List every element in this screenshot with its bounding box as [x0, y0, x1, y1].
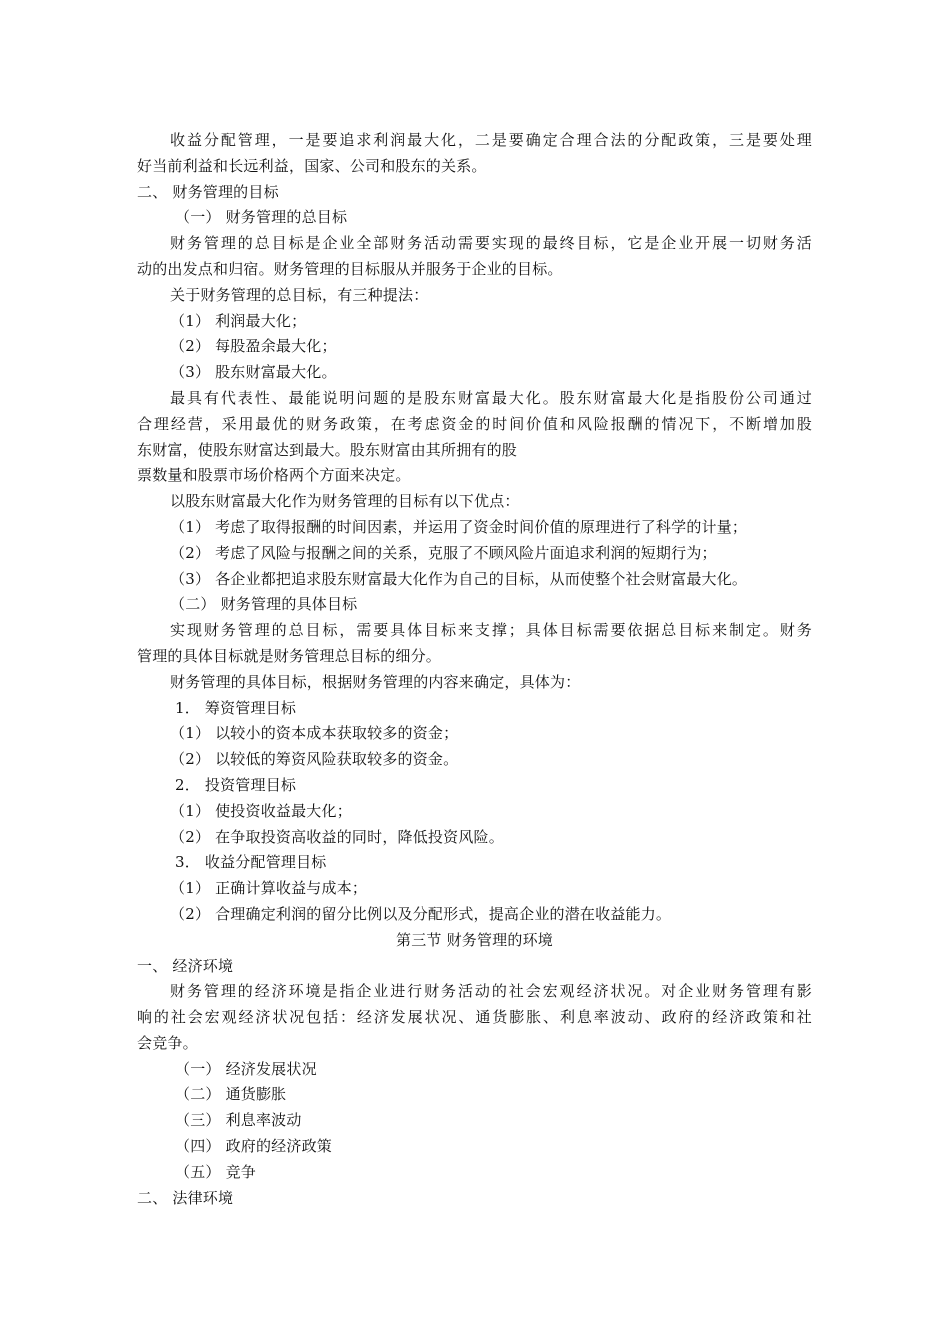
text-line: （1） 正确计算收益与成本； — [170, 879, 368, 898]
text-line: （2） 以较低的筹资风险获取较多的资金。 — [170, 750, 459, 769]
text-line: （2） 每股盈余最大化； — [170, 337, 337, 356]
text-line: （2） 在争取投资高收益的同时，降低投资风险。 — [170, 827, 504, 846]
text-line: （2） 考虑了风险与报酬之间的关系，克服了不顾风险片面追求利润的短期行为； — [170, 543, 717, 562]
text-line: （3） 各企业都把追求股东财富最大化作为自己的目标，从而使整个社会财富最大化。 — [170, 569, 748, 588]
text-line: （1） 以较小的资本成本获取较多的资金； — [170, 724, 459, 743]
text-line: 动的出发点和归宿。财务管理的目标服从并服务于企业的目标。 — [137, 259, 563, 278]
text-line: 财务管理的具体目标，根据财务管理的内容来确定，具体为： — [170, 672, 581, 691]
text-line: （三） 利息率波动 — [175, 1111, 302, 1130]
text-line: 3． 收益分配管理目标 — [175, 853, 327, 872]
text-line: （四） 政府的经济政策 — [175, 1137, 332, 1156]
text-line: 关于财务管理的总目标，有三种提法： — [170, 285, 429, 304]
text-line: 财务管理的总目标是企业全部财务活动需要实现的最终目标，它是企业开展一切财务活 — [170, 234, 812, 253]
document-body — [137, 128, 812, 1211]
text-line: 2． 投资管理目标 — [175, 775, 297, 794]
text-line: 票数量和股票市场价格两个方面来决定。 — [137, 466, 411, 485]
text-line: （1） 考虑了取得报酬的时间因素，并运用了资金时间价值的原理进行了科学的计量； — [170, 517, 748, 536]
text-line: 响的社会宏观经济状况包括：经济发展状况、通货膨胀、利息率波动、政府的经济政策和社 — [137, 1008, 812, 1027]
text-line: （1） 使投资收益最大化； — [170, 801, 352, 820]
text-line: 以股东财富最大化作为财务管理的目标有以下优点： — [170, 492, 520, 511]
text-line: 收益分配管理，一是要追求利润最大化，二是要确定合理合法的分配政策，三是要处理 — [170, 131, 812, 149]
text-line: 东财富，使股东财富达到最大。股东财富由其所拥有的股 — [137, 440, 518, 459]
text-line: （3） 股东财富最大化。 — [170, 363, 337, 382]
text-line: （一） 财务管理的总目标 — [175, 208, 348, 227]
text-line: 二、 法律环境 — [137, 1188, 234, 1207]
text-line: 一、 经济环境 — [137, 956, 234, 975]
text-line: 财务管理的经济环境是指企业进行财务活动的社会宏观经济状况。对企业财务管理有影 — [170, 982, 812, 1001]
text-line: （二） 通货膨胀 — [175, 1085, 287, 1104]
text-line: （二） 财务管理的具体目标 — [170, 595, 358, 614]
text-line: 实现财务管理的总目标，需要具体目标来支撑；具体目标需要依据总目标来制定。财务 — [170, 621, 812, 640]
text-line: 最具有代表性、最能说明问题的是股东财富最大化。股东财富最大化是指股份公司通过 — [170, 388, 812, 407]
text-line: 好当前利益和长远利益，国家、公司和股东的关系。 — [137, 156, 487, 175]
text-line: 1． 筹资管理目标 — [175, 698, 297, 717]
text-line: （2） 合理确定利润的留分比例以及分配形式，提高企业的潜在收益能力。 — [170, 904, 672, 923]
text-line: （一） 经济发展状况 — [175, 1059, 317, 1078]
text-line: 会竞争。 — [137, 1033, 198, 1052]
text-line: 管理的具体目标就是财务管理总目标的细分。 — [137, 646, 442, 665]
text-line: 合理经营，采用最优的财务政策，在考虑资金的时间价值和风险报酬的情况下，不断增加股 — [137, 414, 812, 433]
text-line: （五） 竞争 — [175, 1162, 256, 1181]
text-line: （1） 利润最大化； — [170, 311, 307, 330]
text-line: 二、 财务管理的目标 — [137, 182, 279, 201]
section-heading: 第三节 财务管理的环境 — [396, 930, 553, 949]
